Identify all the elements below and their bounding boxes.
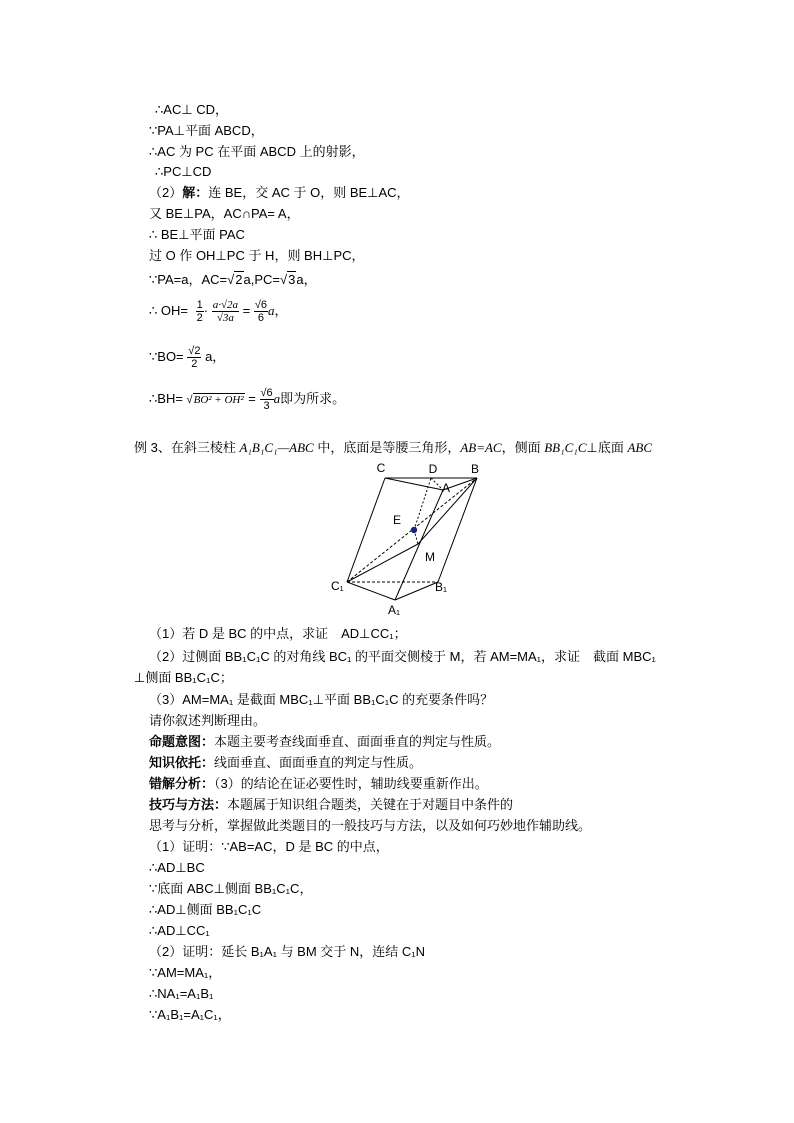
sqrt-symbol: √	[280, 272, 288, 287]
text-a: a，	[296, 272, 317, 287]
part2-text: 连 BE，交 AC 于 O，则 BE⊥AC，	[208, 185, 410, 200]
example-text-1: 中，底面是等腰三角形，	[313, 440, 461, 455]
question-3: （3）AM=MA₁ 是截面 MBC₁⊥平面 BB₁C₁C 的充要条件吗？	[149, 692, 494, 707]
note-error	[149, 776, 488, 792]
example-text-3: ⊥底面	[586, 440, 628, 455]
proof-6: （2）证明：延长 B₁A₁ 与 BM 交于 N，连结 C₁N	[149, 944, 426, 959]
fraction-half: $\frac{1}{2}$	[196, 299, 203, 325]
line-pc-perp-cd: ∴PC⊥CD	[155, 164, 212, 179]
proof-7: ∵AM=MA₁，	[149, 965, 222, 980]
line-be-perp-pa: 又 BE⊥PA，AC∩PA= A，	[149, 206, 300, 221]
proof-5: ∴AD⊥CC₁	[149, 923, 210, 938]
solution-label: 解：	[182, 185, 209, 200]
example-label: 例 3、在斜三棱柱	[134, 440, 240, 455]
fraction-oh: $\frac{a\cdot√2a}{√3a}$	[212, 299, 238, 325]
radicand-2: 2	[235, 272, 243, 287]
part2-number: （2）	[149, 185, 183, 200]
label-b1: B₁	[435, 580, 448, 594]
example3-title	[134, 440, 652, 456]
proof-1: （1）证明：∵AB=AC，D 是 BC 的中点，	[149, 839, 389, 854]
bh-tail: 即为所求。	[280, 391, 346, 406]
fraction-oh-result: $\frac{√6}{6}$	[254, 299, 267, 325]
proof-9: ∵A₁B₁=A₁C₁，	[149, 1007, 231, 1022]
edge-ca	[385, 478, 443, 490]
oh-label: ∴ OH=	[149, 303, 188, 318]
line-ac-projection: ∴AC 为 PC 在平面 ABCD 上的射影，	[149, 144, 365, 159]
variable-a: a	[267, 303, 275, 318]
proof-8: ∴NA₁=A₁B₁	[149, 986, 214, 1001]
question-1: （1）若 D 是 BC 的中点，求证 AD⊥CC₁；	[149, 626, 407, 641]
prism-name: A₁B₁C₁—ABC	[239, 440, 314, 455]
fraction-bo: $\frac{√2}{2}$	[188, 345, 201, 371]
formula-bo	[149, 342, 225, 372]
base-face: ABC	[627, 440, 652, 455]
label-d: D	[428, 462, 438, 476]
bo-tail: a，	[205, 349, 226, 364]
formula-bh	[149, 384, 345, 415]
label-m: M	[425, 550, 435, 564]
equals: =	[242, 303, 251, 318]
line-pa-perp-plane: ∵PA⊥平面 ABCD，	[149, 123, 264, 138]
label-b: B	[470, 462, 480, 476]
prism-figure	[325, 458, 495, 618]
label-a: A	[442, 481, 451, 495]
bh-label: ∴BH=	[149, 391, 183, 406]
note-basis	[149, 755, 422, 771]
error-label: 错解分析：	[149, 776, 215, 791]
variable-a: a	[273, 391, 281, 406]
label-e: E	[392, 513, 402, 527]
label-a1: A₁	[388, 603, 401, 617]
line-part2-start	[149, 185, 410, 201]
edge-c1m	[347, 544, 418, 582]
note-intent	[149, 734, 500, 750]
question-2a: （2）过侧面 BB₁C₁C 的对角线 BC₁ 的平面交侧棱于 M，若 AM=MA₁，求证 截面 MBC₁	[149, 649, 656, 664]
edge-c1a1	[347, 582, 395, 600]
fraction-bh: $\frac{√6}{3}$	[260, 387, 273, 413]
intent-label: 命题意图：	[149, 734, 215, 749]
sqrt-symbol: √	[227, 272, 235, 287]
intent-text: 本题主要考查线面垂直、面面垂直的判定与性质。	[214, 734, 501, 749]
line-pa-ac-pc	[149, 272, 317, 288]
error-text: （3）的结论在证必要性时，辅助线要重新作出。	[214, 776, 488, 791]
bo-label: ∵BO=	[149, 349, 184, 364]
line-be-perp-plane: ∴ BE⊥平面 PAC	[149, 227, 245, 242]
ab-eq-ac: AB=AC	[460, 440, 502, 455]
method-label: 技巧与方法：	[149, 797, 228, 812]
equals: =	[248, 391, 256, 406]
example-text-2: ，侧面	[501, 440, 545, 455]
formula-oh: ∴ OH= $\frac{1}{2}$ · $\frac{a\cdot√2a}{√3a}$ = $\frac{√6}{6}$ a，	[149, 299, 288, 325]
side-face: BB₁C₁C	[544, 440, 587, 455]
question-3-reason: 请你叙述判断理由。	[149, 713, 267, 728]
text-pc: a,PC=	[243, 272, 280, 287]
radicand-3: 3	[288, 272, 296, 287]
label-c: C	[376, 461, 386, 475]
text-pa-ac: ∵PA=a，AC=	[149, 272, 228, 287]
basis-text: 线面垂直、面面垂直的判定与性质。	[214, 755, 423, 770]
line-ac-perp-cd: ∴AC⊥ CD，	[155, 102, 229, 117]
basis-label: 知识依托：	[149, 755, 215, 770]
bh-radicand: BO² + OH²	[193, 394, 244, 406]
sqrt-symbol: √	[186, 394, 193, 406]
proof-2: ∴AD⊥BC	[149, 860, 205, 875]
note-method	[149, 797, 513, 813]
point-e	[411, 527, 417, 533]
note-method-cont: 思考与分析，掌握做此类题目的一般技巧与方法，以及如何巧妙地作辅助线。	[149, 818, 592, 833]
proof-4: ∴AD⊥侧面 BB₁C₁C	[149, 902, 262, 917]
label-c1: C₁	[331, 579, 344, 593]
method-text: 本题属于知识组合题类，关键在于对题目中条件的	[227, 797, 514, 812]
line-oh-construction: 过 O 作 OH⊥PC 于 H，则 BH⊥PC，	[149, 248, 365, 263]
question-2b: ⊥侧面 BB₁C₁C；	[134, 670, 233, 685]
comma: ，	[274, 303, 288, 318]
edge-cc1	[347, 478, 385, 582]
proof-3: ∵底面 ABC⊥侧面 BB₁C₁C，	[149, 881, 313, 896]
